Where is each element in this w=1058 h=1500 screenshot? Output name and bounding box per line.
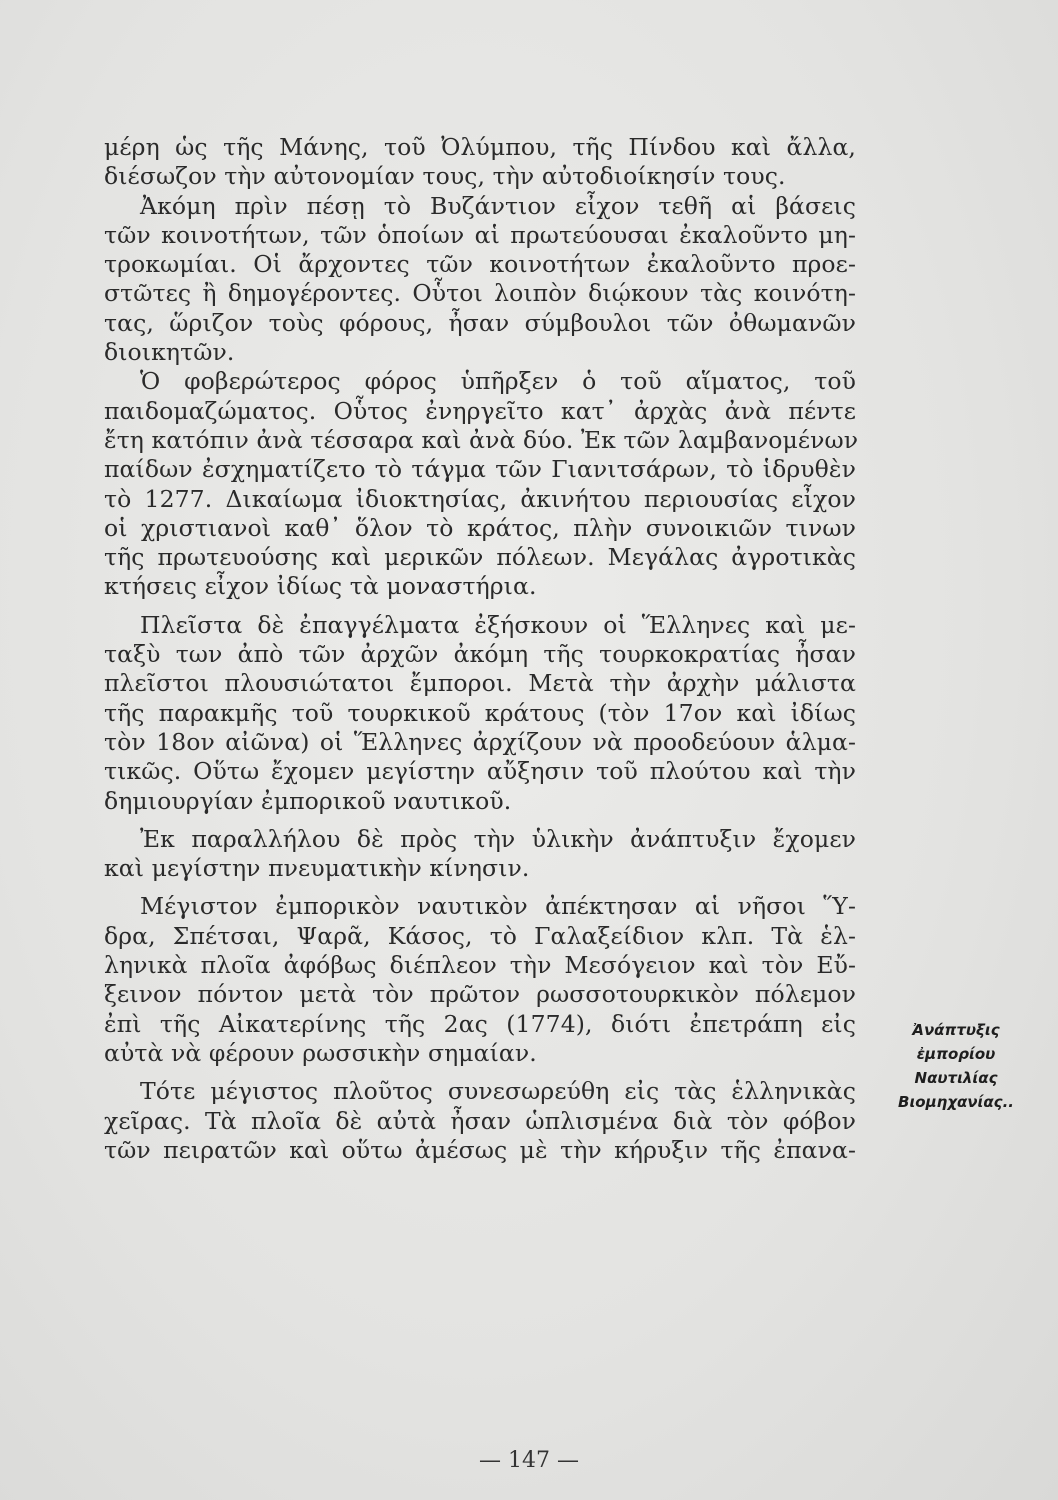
text-line: πλεῖστοι πλουσιώτατοι ἔμποροι. Μετὰ τὴν ἀρχὴν μάλιστα [104, 669, 856, 698]
text-line: τροκωμίαι. Οἱ ἄρχοντες τῶν κοινοτήτων ἐκαλοῦντο προε- [104, 250, 856, 279]
text-line: τῆς παρακμῆς τοῦ τουρκικοῦ κράτους (τὸν 17ον καὶ ἰδίως [104, 698, 856, 727]
text-line: καὶ μεγίστην πνευματικὴν κίνησιν. [104, 854, 530, 883]
body-text [104, 133, 859, 1165]
text-line: δρα, Σπέτσαι, Ψαρᾶ, Κάσος, τὸ Γαλαξείδιον κλπ. Τὰ ἑλ- [104, 921, 856, 950]
text-line: Ἀκόμη πρὶν πέσῃ τὸ Βυζάντιον εἶχον τεθῆ αἱ βάσεις [140, 191, 856, 220]
text-line: Ὁ φοβερώτερος φόρος ὑπῆρξεν ὁ τοῦ αἵματος, τοῦ [140, 367, 856, 396]
text-line: παιδομαζώματος. Οὗτος ἐνηργεῖτο κατ᾽ ἀρχὰς ἀνὰ πέντε [104, 396, 856, 425]
text-line: στῶτες ἢ δημογέροντες. Οὗτοι λοιπὸν διῴκουν τὰς κοινότη- [104, 279, 856, 308]
text-line: ἐπὶ τῆς Αἰκατερίνης τῆς 2ας (1774), διότι ἐπετράπη εἰς [104, 1009, 856, 1038]
margin-note-line: Ἀνάπτυξις [912, 1021, 1000, 1039]
text-line: Μέγιστον ἐμπορικὸν ναυτικὸν ἀπέκτησαν αἱ νῆσοι Ὕ- [140, 892, 856, 921]
text-line: ταξὺ των ἀπὸ τῶν ἀρχῶν ἀκόμη τῆς τουρκοκρατίας ἦσαν [104, 640, 856, 669]
text-line: τὸν 18ον αἰῶνα) οἱ Ἕλληνες ἀρχίζουν νὰ προοδεύουν ἁλμα- [104, 727, 856, 756]
text-line: ἔτη κατόπιν ἀνὰ τέσσαρα καὶ ἀνὰ δύο. Ἐκ τῶν λαμβανομένων [104, 425, 859, 454]
text-line: διέσωζον τὴν αὐτονομίαν τους, τὴν αὐτοδιοίκησίν τους. [104, 162, 786, 191]
text-line: αὐτὰ νὰ φέρουν ρωσσικὴν σημαίαν. [104, 1038, 537, 1067]
text-line: διοικητῶν. [104, 338, 235, 367]
margin-note [866, 1018, 1046, 1114]
text-line: τας, ὥριζον τοὺς φόρους, ἦσαν σύμβουλοι τῶν ὀθωμανῶν [104, 308, 856, 337]
text-line: οἱ χριστιανοὶ καθ᾽ ὅλον τὸ κράτος, πλὴν συνοικιῶν τινων [104, 513, 856, 542]
margin-note-line: Ναυτιλίας [914, 1069, 998, 1087]
text-line: τῆς πρωτευούσης καὶ μερικῶν πόλεων. Μεγάλας ἀγροτικὰς [104, 543, 856, 572]
text-line: Τότε μέγιστος πλοῦτος συνεσωρεύθη εἰς τὰς ἑλληνικὰς [140, 1077, 856, 1106]
text-line: ξεινον πόντον μετὰ τὸν πρῶτον ρωσσοτουρκικὸν πόλεμον [104, 980, 856, 1009]
margin-note-line: ἐμπορίου [916, 1045, 996, 1063]
text-line: ληνικὰ πλοῖα ἀφόβως διέπλεον τὴν Μεσόγειον καὶ τὸν Εὔ- [104, 951, 856, 980]
text-line: δημιουργίαν ἐμπορικοῦ ναυτικοῦ. [104, 786, 512, 815]
text-line: τὸ 1277. Δικαίωμα ἰδιοκτησίας, ἀκινήτου περιουσίας εἶχον [104, 484, 856, 513]
margin-note-line: Βιομηχανίας.. [898, 1093, 1014, 1111]
text-line: Πλεῖστα δὲ ἐπαγγέλματα ἐξήσκουν οἱ Ἕλληνες καὶ με- [140, 610, 856, 639]
page-number: — 147 — [479, 1448, 579, 1473]
text-line: Ἐκ παραλλήλου δὲ πρὸς τὴν ὑλικὴν ἀνάπτυξιν ἔχομεν [140, 824, 856, 853]
text-line: μέρη ὡς τῆς Μάνης, τοῦ Ὀλύμπου, τῆς Πίνδου καὶ ἄλλα, [104, 133, 856, 161]
text-line: κτήσεις εἶχον ἰδίως τὰ μοναστήρια. [104, 572, 537, 601]
text-line: τῶν κοινοτήτων, τῶν ὁποίων αἱ πρωτεύουσαι ἐκαλοῦντο μη- [104, 220, 856, 249]
text-line: τικῶς. Οὕτω ἔχομεν μεγίστην αὔξησιν τοῦ πλούτου καὶ τὴν [104, 757, 856, 786]
text-line: παίδων ἐσχηματίζετο τὸ τάγμα τῶν Γιανιτσάρων, τὸ ἱδρυθὲν [104, 455, 856, 484]
text-line: τῶν πειρατῶν καὶ οὕτω ἀμέσως μὲ τὴν κήρυξιν τῆς ἐπανα- [104, 1135, 856, 1164]
text-line: χεῖρας. Τὰ πλοῖα δὲ αὐτὰ ἦσαν ὡπλισμένα διὰ τὸν φόβον [104, 1106, 856, 1135]
